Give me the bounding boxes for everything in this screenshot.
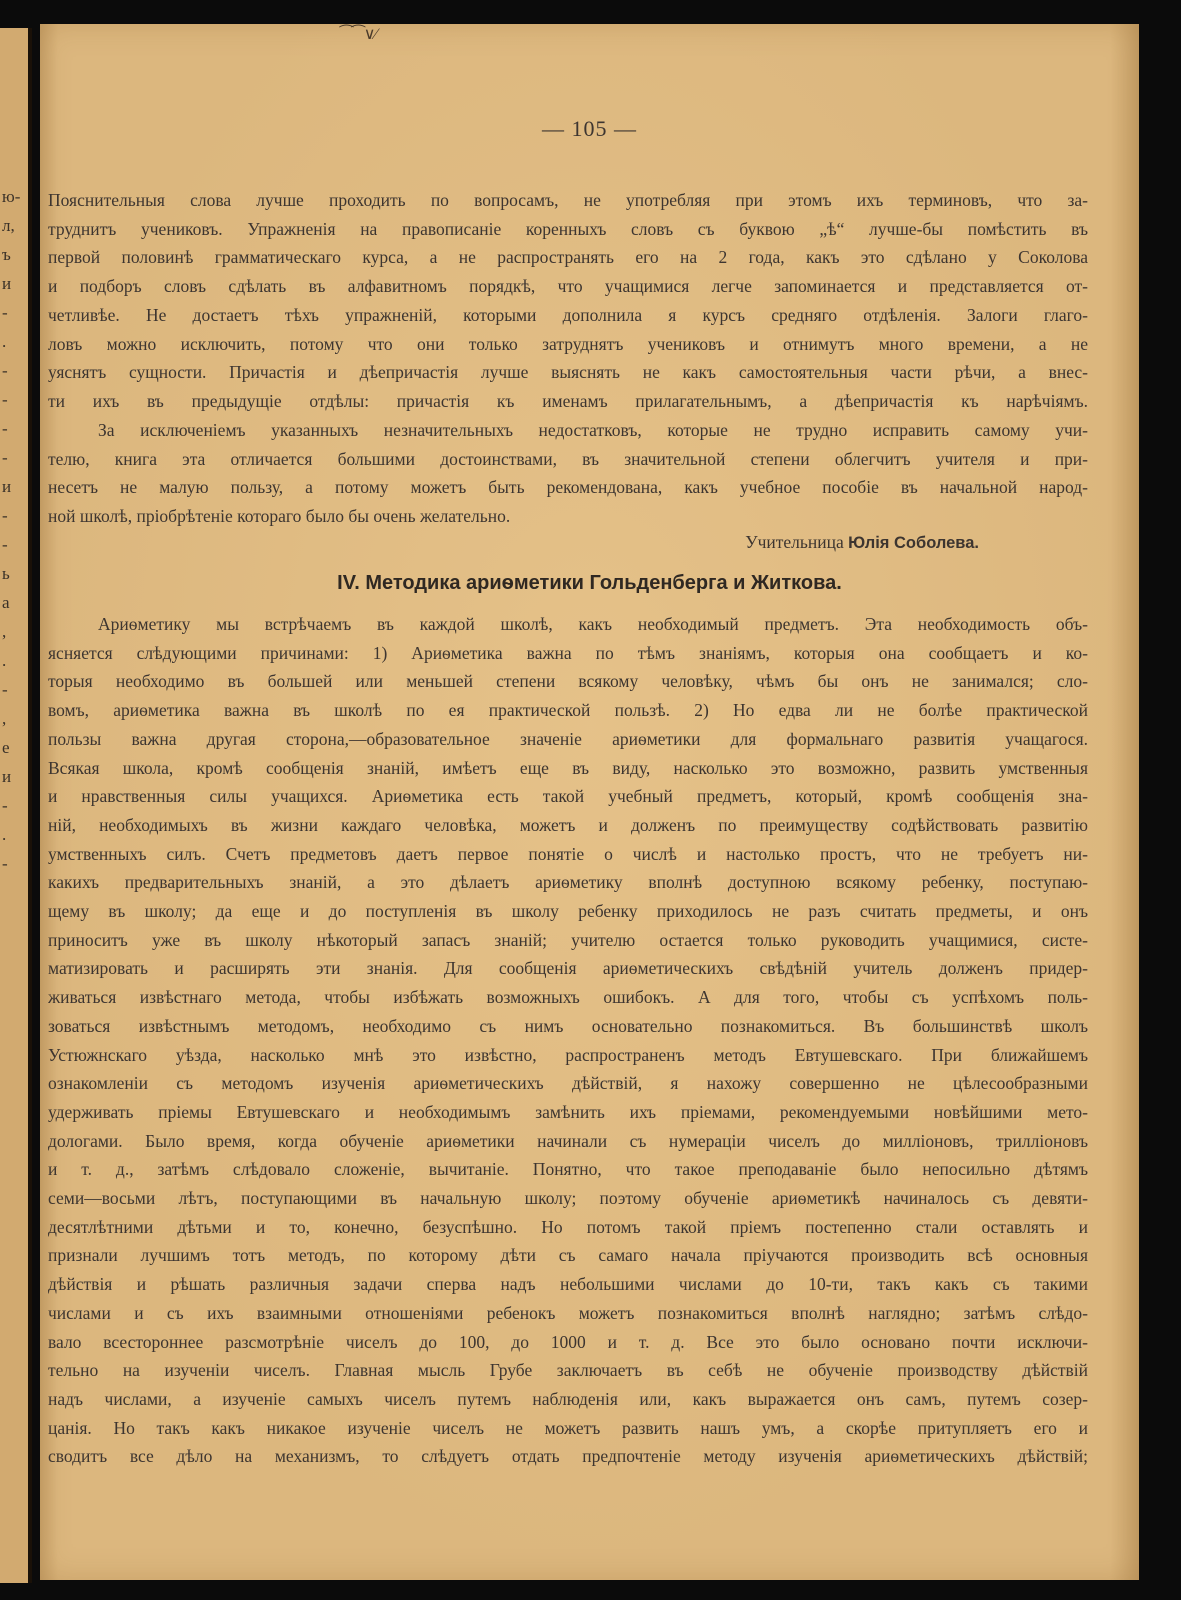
adjacent-page-text-fragment: -: [2, 680, 8, 699]
text-line: Пояснительныя слова лучше проходить по вопросамъ, не употребляя при этомъ ихъ терминовъ, что за-: [48, 190, 1088, 210]
text-line: труднитъ учениковъ. Упражненія на правописаніе коренныхъ словъ съ буквою „ѣ“ лучше-бы помѣстить въ: [48, 218, 1088, 239]
text-line: и нравственныя силы учащихся. Ариѳметика есть такой учебный предметъ, который, кромѣ сообщенія зна-: [48, 786, 1088, 807]
adjacent-page-text-fragment: -: [2, 419, 8, 438]
text-line: уяснятъ сущности. Причастія и дѣепричастія лучше выяснять не какъ самостоятельныя части рѣчи, а внес-: [48, 362, 1088, 383]
text-line: Ариѳметику мы встрѣчаемъ въ каждой школѣ, какъ необходимый предметъ. Эта необходимость объ-: [98, 614, 1088, 634]
adjacent-page-text-fragment: ь: [2, 564, 10, 583]
text-line: пользы важна другая сторона,—образовательное значеніе ариѳметики для формальнаго развитія учащагося.: [48, 728, 1088, 749]
signature: [745, 532, 979, 553]
adjacent-page-edge: [0, 28, 32, 1583]
adjacent-page-text-fragment: -: [2, 448, 8, 467]
text-line: матизировать и расширять эти знанія. Для сообщенія ариѳметическихъ свѣдѣній учитель долженъ придер-: [48, 958, 1088, 979]
adjacent-page-text-fragment: -: [2, 796, 8, 815]
text-line: ясняется слѣдующими причинами: 1) Ариѳметика важна по тѣмъ знаніямъ, которыя она сообщаетъ и ко-: [48, 642, 1088, 663]
adjacent-page-text-fragment: -: [2, 854, 8, 873]
text-line: ной школѣ, пріобрѣтеніе котораго было бы очень желательно.: [48, 506, 511, 527]
text-line: щему въ школу; да еще и до поступленія въ школу ребенку приходилось не разъ считать предметы, и онъ: [48, 901, 1088, 922]
text-line: вало всестороннее разсмотрѣніе чиселъ до 100, до 1000 и т. д. Все это было основано почти исключи-: [48, 1331, 1088, 1352]
text-line: тельно на изученіи чиселъ. Главная мысль Грубе заключаетъ въ себѣ не обученіе производству дѣйствій: [48, 1360, 1088, 1381]
section-heading: IV. Методика ариѳметики Гольденберга и Житкова.: [337, 572, 842, 594]
adjacent-page-text-fragment: и: [2, 767, 12, 786]
text-line: дѣйствія и рѣшать различныя задачи сперва надъ небольшими числами до 10-ти, такъ какъ съ такими: [48, 1274, 1088, 1295]
adjacent-page-text-fragment: .: [2, 332, 7, 351]
adjacent-page-text-fragment: и: [2, 274, 12, 293]
text-line: ознакомленіи съ методомъ изученія ариѳметическихъ дѣйствій, я нахожу совершенно не цѣлесообразными: [48, 1073, 1088, 1094]
text-line: несетъ не малую пользу, а потому можетъ быть рекомендована, какъ учебное пособіе въ начальной народ-: [48, 477, 1088, 498]
text-line: и т. д., затѣмъ слѣдовало сложеніе, вычитаніе. Понятно, что такое преподаваніе было непосильно дѣтямъ: [48, 1159, 1088, 1180]
text-line: ти ихъ въ предыдущіе отдѣлы: причастія къ именамъ прилагательнымъ, а дѣепричастія къ нарѣчіямъ.: [48, 390, 1088, 411]
paragraph-2: [48, 416, 1088, 531]
text-line: вомъ, ариѳметика важна въ школѣ по ея практической пользѣ. 2) Но едва ли не болѣе практической: [48, 700, 1088, 721]
text-line: и подборъ словъ сдѣлать въ алфавитномъ порядкѣ, что учащимися легче запоминается и представляется от-: [48, 276, 1088, 297]
text-line: Всякая школа, кромѣ сообщенія знаній, имѣетъ еще въ виду, насколько это возможно, развить умственныя: [48, 757, 1088, 778]
signature-name: Юлія Соболева.: [848, 534, 979, 552]
adjacent-page-text-fragment: ю-: [2, 187, 21, 206]
text-line: телю, книга эта отличается большими достоинствами, въ значительной степени облегчитъ учителя и при-: [48, 448, 1088, 469]
adjacent-page-text-fragment: -: [2, 535, 8, 554]
paper-tear-mark: ⁀⁀∨∕: [340, 26, 377, 43]
page-number: — 105 —: [542, 116, 637, 141]
adjacent-page-text-fragment: и: [2, 477, 12, 496]
text-line: надъ числами, а изученіе самыхъ чиселъ путемъ наблюденія или, какъ выражается онъ самъ, путемъ созер-: [48, 1388, 1088, 1409]
adjacent-page-text-fragment: ъ: [2, 245, 11, 264]
text-line: цанія. Но такъ какъ никакое изученіе чиселъ не можетъ развить нашъ умъ, а скорѣе притупляетъ его и: [48, 1417, 1088, 1438]
text-line: первой половинѣ грамматическаго курса, а не распространять его на 2 года, какъ это сдѣлано у Соколова: [48, 247, 1088, 268]
adjacent-page-text-fragment: .: [2, 825, 7, 844]
text-line: За исключеніемъ указанныхъ незначительныхъ недостатковъ, которые не трудно исправить самому учи-: [98, 420, 1088, 440]
text-line: зоваться извѣстнымъ методомъ, необходимо съ нимъ основательно познакомиться. Въ большинствѣ школъ: [48, 1015, 1088, 1036]
text-line: ловъ можно исключить, потому что они только затруднятъ учениковъ и отнимутъ много времени, а не: [48, 333, 1088, 354]
text-line: сводитъ все дѣло на механизмъ, то слѣдуетъ отдать предпочтеніе методу изученія ариѳметическихъ дѣйствій;: [48, 1446, 1088, 1467]
adjacent-page-text-fragment: ,: [2, 709, 7, 728]
adjacent-page-text-fragment: ,: [2, 622, 7, 641]
adjacent-page-text-fragment: а: [2, 593, 10, 612]
text-line: живаться извѣстнаго метода, чтобы избѣжать возможныхъ ошибокъ. А для того, чтобы съ успѣхомъ поль-: [48, 987, 1088, 1008]
adjacent-page-text-fragment: -: [2, 506, 8, 525]
text-line: ній, необходимыхъ въ жизни каждаго человѣка, можетъ и долженъ по преимуществу содѣйствовать развитію: [48, 814, 1088, 835]
signature-title: Учительница: [745, 532, 844, 552]
text-line: торыя необходимо въ большей или меньшей степени всякому человѣку, чѣмъ бы онъ не занимался; сло-: [48, 671, 1088, 692]
adjacent-page-text-fragment: -: [2, 303, 8, 322]
text-line: семи—восьми лѣтъ, поступающими въ начальную школу; поэтому обученіе ариѳметикѣ начиналось съ девяти-: [48, 1188, 1088, 1209]
text-line: четливѣе. Не достаетъ тѣхъ упражненій, которыми дополнила я курсъ средняго отдѣленія. Залоги глаго-: [48, 304, 1088, 325]
book-page: [40, 24, 1139, 1580]
paragraph-3: [48, 610, 1088, 1471]
text-line: приноситъ уже въ школу нѣкоторый запасъ знаній; учителю остается только руководить учащимися, систе-: [48, 929, 1088, 950]
text-line: десятлѣтними дѣтьми и то, конечно, безуспѣшно. Но потомъ такой пріемъ постепенно стали оставлять и: [48, 1216, 1088, 1237]
text-line: признали лучшимъ тотъ методъ, по которому дѣти съ самаго начала пріучаются производить всѣ основныя: [48, 1245, 1088, 1266]
paragraph-1: [48, 186, 1088, 416]
adjacent-page-text-fragment: .: [2, 651, 7, 670]
text-line: какихъ предварительныхъ знаній, а это дѣлаетъ ариѳметику вполнѣ доступною всякому ребенку, поступаю-: [48, 872, 1088, 893]
text-line: умственныхъ силъ. Счетъ предметовъ даетъ первое понятіе о числѣ и настолько простъ, что не требуетъ ни-: [48, 843, 1088, 864]
adjacent-page-text-fragment: -: [2, 361, 8, 380]
adjacent-page-text-fragment: л,: [2, 216, 15, 235]
text-line: числами и съ ихъ взаимными отношеніями ребенокъ можетъ познакомиться вполнѣ наглядно; затѣмъ слѣдо-: [48, 1302, 1088, 1323]
text-line: дологами. Было время, когда обученіе ариѳметики начинали съ нумераціи чиселъ до милліоновъ, трилліоновъ: [48, 1130, 1088, 1151]
adjacent-page-text-fragment: -: [2, 390, 8, 409]
text-line: Устюжнскаго уѣзда, насколько мнѣ это извѣстно, распространенъ методъ Евтушевскаго. При ближайшемъ: [48, 1044, 1088, 1065]
text-line: удерживать пріемы Евтушевскаго и необходимымъ замѣнить ихъ пріемами, рекомендуемыми новѣйшими мето-: [48, 1101, 1088, 1122]
adjacent-page-text-fragment: е: [2, 738, 10, 757]
